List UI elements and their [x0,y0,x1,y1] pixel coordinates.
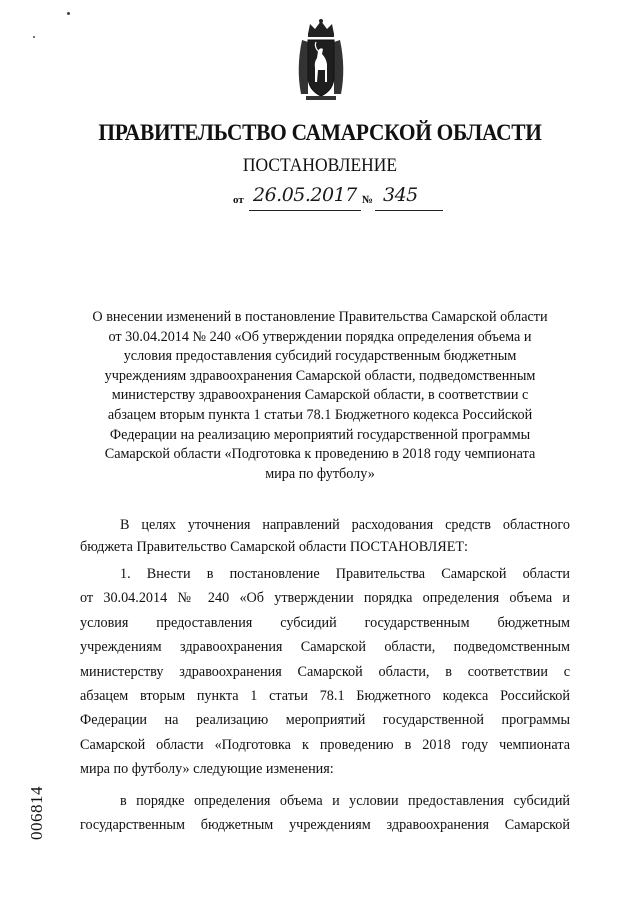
scan-speck [67,12,70,15]
registration-number: 006814 [27,786,46,840]
handwritten-number: 345 [383,184,418,206]
number-underline [375,210,443,211]
paragraph-line: Федерации на реализацию мероприятий государственной программы [80,712,570,729]
title-line: от 30.04.2014 № 240 «Об утверждении порядка определения объема и [108,328,532,345]
paragraph-line: учреждениям здравоохранения Самарской области, подведомственным [80,639,570,656]
paragraph-line: абзацем вторым пункта 1 статьи 78.1 Бюджетного кодекса Российской [80,688,570,705]
paragraph-line: бюджета Правительство Самарской области ПОСТАНОВЛЯЕТ: [80,539,468,555]
clause-1-paragraph [80,562,570,782]
paragraph-line: условия предоставления субсидий государственным бюджетным [80,614,570,631]
title-line: абзацем вторым пункта 1 статьи 78.1 Бюджетного кодекса Российской [107,406,533,423]
paragraph-line: В целях уточнения направлений расходования средств областного [120,517,570,533]
document-type: ПОСТАНОВЛЕНИЕ [242,155,398,176]
paragraph-line: 1. Внести в постановление Правительства Самарской области [120,566,570,582]
title-line: условия предоставления субсидий государственным бюджетным [123,348,517,365]
date-prefix: от [233,194,244,206]
title-line: Самарской области «Подготовка к проведению в 2018 году чемпионата [104,446,536,463]
coat-of-arms-icon [296,18,346,104]
paragraph-line: в порядке определения объема и условии предоставления субсидий [120,793,570,809]
preamble-paragraph [80,514,570,558]
scan-speck [33,36,35,38]
title-line: министерству здравоохранения Самарской области, в соответствии с [111,387,529,404]
title-line: учреждениям здравоохранения Самарской области, подведомственным [104,367,536,384]
number-prefix: № [362,194,374,206]
paragraph-line: от 30.04.2014 № 240 «Об утверждении порядка определения объема и [80,590,570,607]
date-number-line [233,184,453,214]
resolution-title [70,308,570,484]
handwritten-date: 26.05.2017 [253,184,357,206]
paragraph-line: министерству здравоохранения Самарской области, в соответствии с [80,663,570,680]
date-underline [249,210,361,211]
government-title: ПРАВИТЕЛЬСТВО САМАРСКОЙ ОБЛАСТИ [98,120,542,145]
paragraph-line: мира по футболу» следующие изменения: [80,761,334,778]
title-line: О внесении изменений в постановление Правительства Самарской области [92,309,548,325]
paragraph-line: государственным бюджетным учреждениям здравоохранения Самарской [80,817,570,833]
title-line: Федерации на реализацию мероприятий государственной программы [109,426,531,443]
clause-1-subparagraph [80,789,570,837]
title-line: мира по футболу» [265,465,375,482]
paragraph-line: Самарской области «Подготовка к проведению в 2018 году чемпионата [80,736,570,753]
